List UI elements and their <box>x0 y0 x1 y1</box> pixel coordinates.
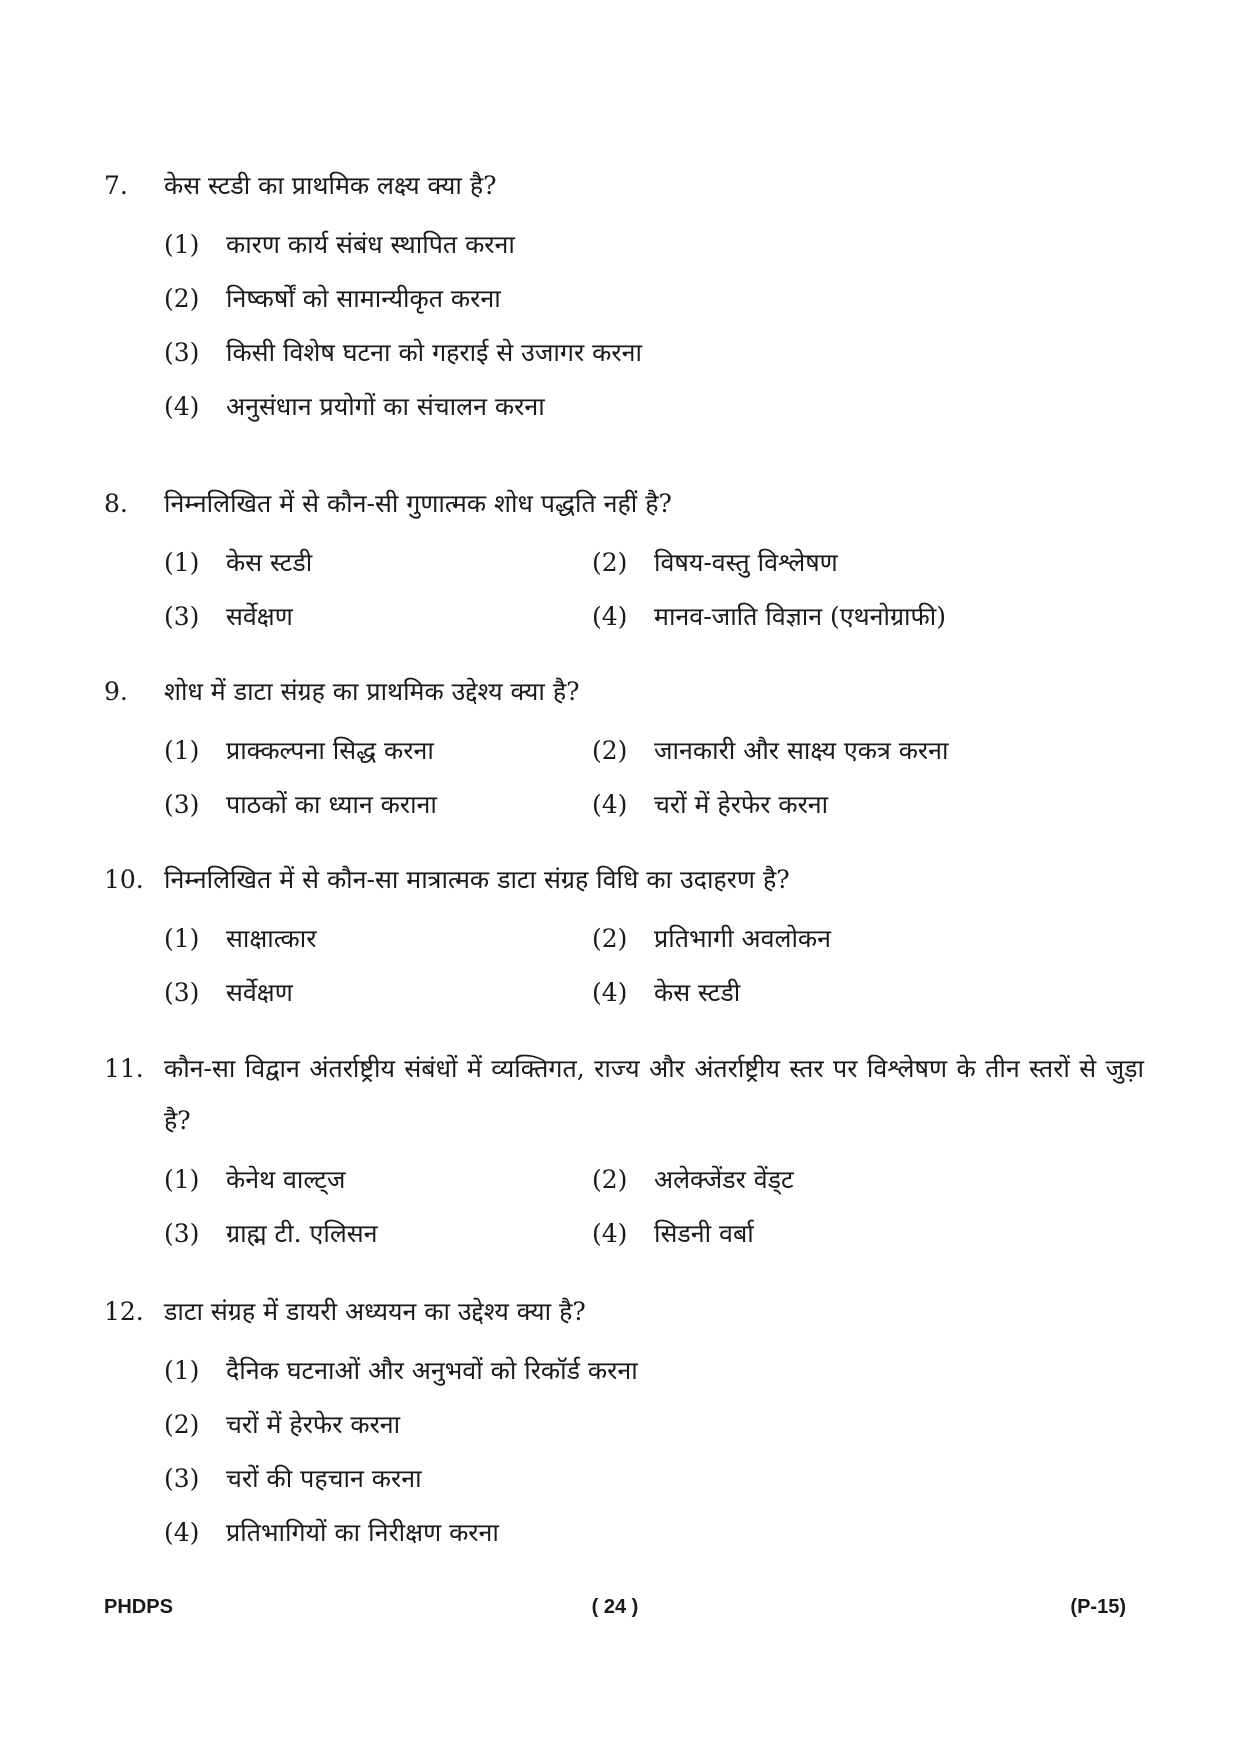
option-number: (4) <box>592 602 628 631</box>
option-number: (3) <box>164 602 200 631</box>
option-number: (3) <box>164 338 200 367</box>
options-grid <box>164 724 1144 832</box>
option-text: सर्वेक्षण <box>226 978 293 1007</box>
question-number: 10. <box>104 865 144 894</box>
option-number: (4) <box>164 1518 200 1547</box>
option-4 <box>164 1506 1144 1560</box>
option-text: सर्वेक्षण <box>226 602 293 631</box>
option-text: मानव-जाति विज्ञान (एथनोग्राफी) <box>654 602 947 631</box>
option-4 <box>592 966 1032 1020</box>
option-text: केनेथ वाल्ट्ज <box>226 1165 346 1194</box>
option-number: (4) <box>592 790 628 819</box>
question-text: निम्नलिखित में से कौन-सी गुणात्मक शोध पद्धति नहीं है? <box>164 489 672 518</box>
option-number: (2) <box>164 1410 200 1439</box>
option-text: पाठकों का ध्यान कराना <box>226 790 437 819</box>
option-text: साक्षात्कार <box>226 924 317 953</box>
option-number: (3) <box>164 978 200 1007</box>
option-number: (1) <box>164 230 200 259</box>
option-3 <box>164 1207 592 1261</box>
question-number: 11. <box>104 1054 144 1083</box>
option-number: (2) <box>592 548 628 577</box>
question-number: 12. <box>104 1297 144 1326</box>
page-footer <box>104 1596 1126 1626</box>
question-7 <box>104 160 1144 434</box>
option-number: (1) <box>164 736 200 765</box>
option-text: प्रतिभागी अवलोकन <box>654 924 831 953</box>
option-text: प्राक्कल्पना सिद्ध करना <box>226 736 434 765</box>
question-10 <box>104 854 1144 1020</box>
question-text: डाटा संग्रह में डायरी अध्ययन का उद्देश्य क्या है? <box>164 1297 586 1326</box>
option-number: (2) <box>592 1165 628 1194</box>
option-1 <box>164 1344 1144 1398</box>
question-8 <box>104 478 1144 644</box>
option-text: चरों में हेरफेर करना <box>226 1410 401 1439</box>
question-number: 9. <box>104 677 128 706</box>
option-text: चरों में हेरफेर करना <box>654 790 829 819</box>
option-number: (1) <box>164 548 200 577</box>
option-number: (4) <box>164 392 200 421</box>
question-text: केस स्टडी का प्राथमिक लक्ष्य क्या है? <box>164 171 497 200</box>
option-1 <box>164 536 592 590</box>
question-11 <box>104 1043 1144 1261</box>
options-grid <box>164 1153 1144 1261</box>
option-1 <box>164 1153 592 1207</box>
option-1 <box>164 912 592 966</box>
option-number: (1) <box>164 1356 200 1385</box>
option-1 <box>164 218 1144 272</box>
question-text: शोध में डाटा संग्रह का प्राथमिक उद्देश्य क्या है? <box>164 677 580 706</box>
options-list <box>164 218 1144 434</box>
option-text: विषय-वस्तु विश्लेषण <box>654 548 838 577</box>
option-text: सिडनी वर्बा <box>654 1219 754 1248</box>
option-2 <box>592 912 1032 966</box>
option-text: चरों की पहचान करना <box>226 1464 422 1493</box>
option-1 <box>164 724 592 778</box>
option-text: ग्राह्म टी. एलिसन <box>226 1219 378 1248</box>
option-4 <box>592 1207 1032 1261</box>
option-text: केस स्टडी <box>226 548 313 577</box>
option-text: निष्कर्षों को सामान्यीकृत करना <box>226 284 501 313</box>
option-text: प्रतिभागियों का निरीक्षण करना <box>226 1518 499 1547</box>
option-3 <box>164 966 592 1020</box>
option-2 <box>592 1153 1032 1207</box>
options-grid <box>164 912 1144 1020</box>
option-number: (2) <box>164 284 200 313</box>
question-text: कौन-सा विद्वान अंतर्राष्ट्रीय संबंधों में व्यक्तिगत, राज्य और अंतर्राष्ट्रीय स्तर पर विश्लेषण के तीन स्तरों से जुड़ा है? <box>164 1054 1144 1135</box>
footer-course-code: PHDPS <box>104 1596 173 1618</box>
option-3 <box>164 326 1144 380</box>
question-number: 8. <box>104 489 128 518</box>
option-4 <box>592 590 1032 644</box>
option-3 <box>164 778 592 832</box>
option-number: (1) <box>164 1165 200 1194</box>
option-number: (1) <box>164 924 200 953</box>
option-3 <box>164 1452 1144 1506</box>
option-number: (3) <box>164 1219 200 1248</box>
option-4 <box>164 380 1144 434</box>
option-2 <box>592 536 1032 590</box>
footer-page-number: ( 24 ) <box>591 1596 639 1618</box>
question-number: 7. <box>104 171 128 200</box>
option-2 <box>164 272 1144 326</box>
option-2 <box>164 1398 1144 1452</box>
option-text: अनुसंधान प्रयोगों का संचालन करना <box>226 392 545 421</box>
option-2 <box>592 724 1032 778</box>
option-text: कारण कार्य संबंध स्थापित करना <box>226 230 515 259</box>
option-number: (2) <box>592 924 628 953</box>
question-12 <box>104 1286 1144 1560</box>
question-9 <box>104 666 1144 832</box>
option-number: (3) <box>164 790 200 819</box>
option-text: केस स्टडी <box>654 978 741 1007</box>
option-text: अलेक्जेंडर वेंड्ट <box>654 1165 794 1194</box>
option-3 <box>164 590 592 644</box>
option-number: (4) <box>592 978 628 1007</box>
option-4 <box>592 778 1032 832</box>
option-number: (3) <box>164 1464 200 1493</box>
option-text: किसी विशेष घटना को गहराई से उजागर करना <box>226 338 642 367</box>
option-text: दैनिक घटनाओं और अनुभवों को रिकॉर्ड करना <box>226 1356 638 1385</box>
options-list <box>164 1344 1144 1560</box>
option-text: जानकारी और साक्ष्य एकत्र करना <box>654 736 949 765</box>
question-text: निम्नलिखित में से कौन-सा मात्रात्मक डाटा संग्रह विधि का उदाहरण है? <box>164 865 790 894</box>
option-number: (2) <box>592 736 628 765</box>
footer-paper-code: (P-15) <box>1070 1596 1126 1618</box>
option-number: (4) <box>592 1219 628 1248</box>
options-grid <box>164 536 1144 644</box>
